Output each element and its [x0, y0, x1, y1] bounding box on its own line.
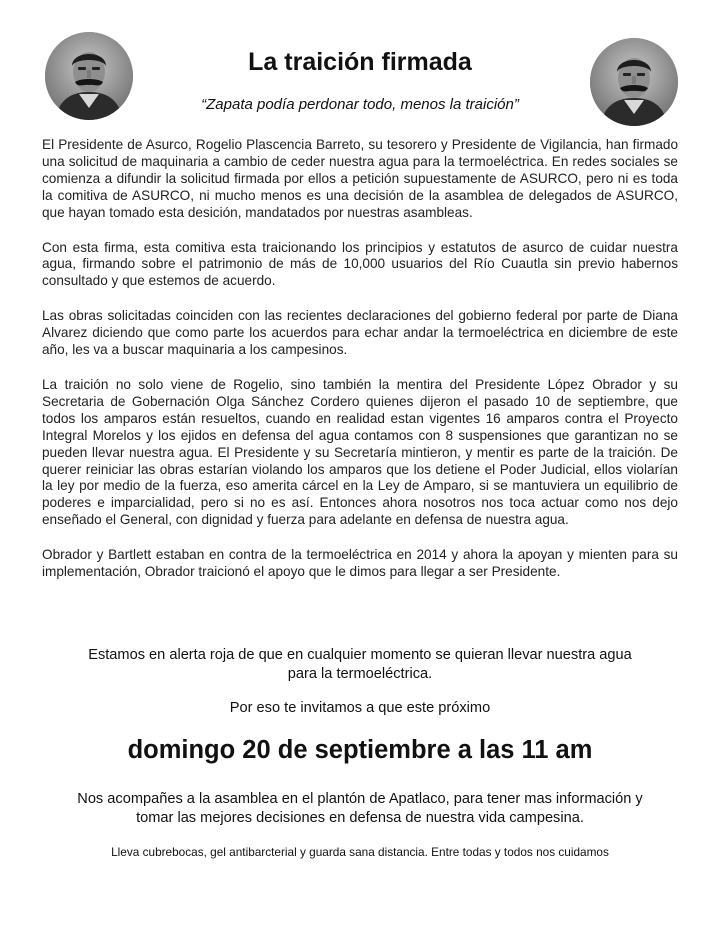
page-title: La traición firmada — [248, 48, 472, 76]
subtitle-quote: “Zapata podía perdonar todo, menos la traición” — [201, 96, 519, 113]
paragraph: El Presidente de Asurco, Rogelio Plascencia Barreto, su tesorero y Presidente de Vigilancia, han firmado una solicitud de maquinaria a cambio de ceder nuestra agua para la termoeléctrica. En redes sociales se comienza a difundir la solicitud firmada por ellos a petición supuestamente de ASURCO, pero ni es toda la comitiva de ASURCO, ni mucho menos es una decisión de la asamblea de delegados de ASURCO, que hayan tomado esta desición, mandatados por nuestras asambleas. — [42, 137, 678, 220]
alert-text: Estamos en alerta roja de que en cualquier momento se quieran llevar nuestra agua para la termoeléctrica. — [88, 647, 632, 682]
portrait-zapata-right-icon — [590, 38, 678, 126]
paragraph: Obrador y Bartlett estaban en contra de la termoeléctrica en 2014 y ahora la apoyan y mienten para su implementación, Obrador traicionó el apoyo que le dimos para llegar a ser Presidente. — [42, 547, 678, 580]
body-text — [42, 137, 678, 599]
join-text: Nos acompañes a la asamblea en el plantón de Apatlaco, para tener mas información y tomar las mejores decisiones en defensa de nuestra vida campesina. — [77, 791, 643, 826]
paragraph: Las obras solicitadas coinciden con las recientes declaraciones del gobierno federal por parte de Diana Alvarez diciendo que como parte los acuerdos para echar andar la termoeléctrica en diciembre de este año, les va a buscar maquinaria a los campesinos. — [42, 308, 678, 358]
footer-note: Lleva cubrebocas, gel antibarcterial y guarda sana distancia. Entre todas y todos nos cuidamos — [111, 845, 609, 859]
paragraph: La traición no solo viene de Rogelio, sino también la mentira del Presidente López Obrador y su Secretaria de Gobernación Olga Sánchez Cordero quienes dijeron el pasado 10 de septiembre, que todos los amparos están resueltos, cuando en realidad estan vigentes 16 amparos contra el Proyecto Integral Morelos y los ejidos en defensa del agua contamos con 8 suspensiones que garantizan no se pueden llevar nuestra agua. El Presidente y su Secretaría mintieron, y mentir es parte de la traición. De querer reiniciar las obras estarían violando los amparos que los detiene el Poder Judicial, ellos violarían la ley por medio de la fuerza, eso amerita cárcel en la Ley de Amparo, si se mantuviera un equilibrio de poderes e imparcialidad, pero si no es así. Entonces ahora nosotros nos toca actuar como nos dejo enseñado el General, con dignidad y fuerza para adelante en defensa de nuestra agua. — [42, 376, 678, 528]
paragraph: Con esta firma, esta comitiva esta traicionando los principios y estatutos de asurco de cuidar nuestra agua, firmando sobre el patrimonio de más de 10,000 usuarios del Río Cuautla sin previo habernos consultado y que estemos de acuerdo. — [42, 239, 678, 289]
invite-text: Por eso te invitamos a que este próximo — [229, 700, 491, 716]
event-date: domingo 20 de septiembre a las 11 am — [127, 736, 593, 764]
